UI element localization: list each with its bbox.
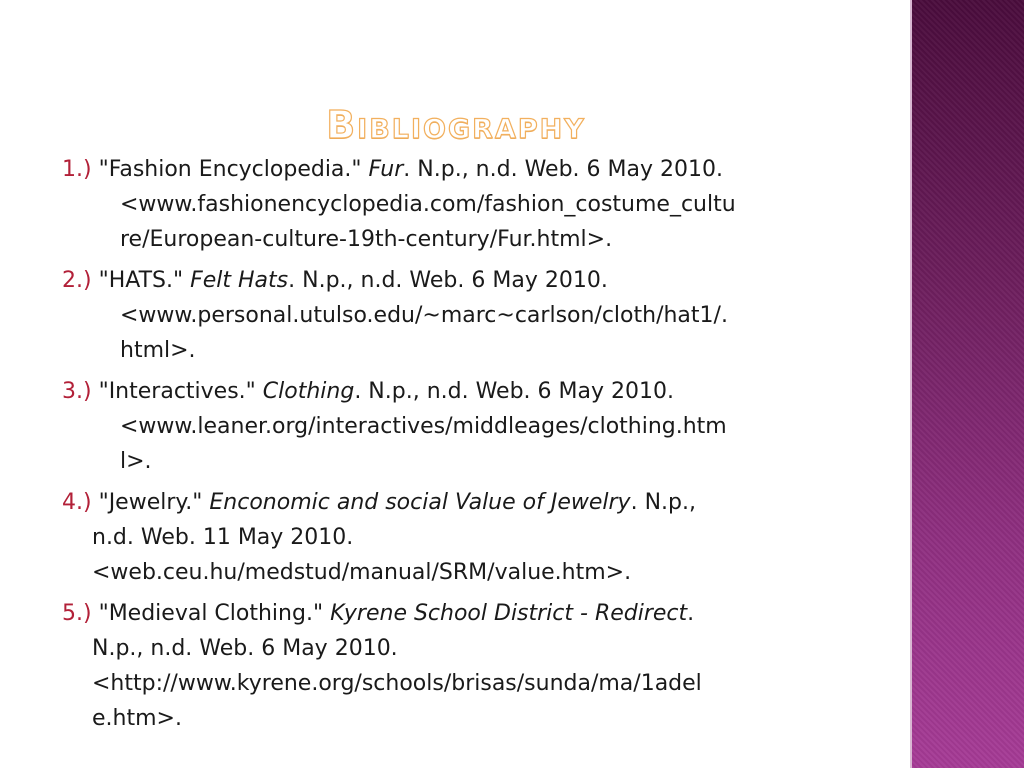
entry-title: "HATS." (98, 268, 191, 293)
entry-title: "Medieval Clothing." (98, 601, 331, 626)
bibliography-list (62, 152, 852, 742)
entry-details: . N.p., n.d. Web. 6 May 2010. (403, 157, 723, 182)
entry-number: 1.) (62, 157, 92, 182)
entry-url-line: re/European-culture-19th-century/Fur.html>. (120, 227, 613, 252)
entry-details: . N.p., n.d. Web. 6 May 2010. (288, 268, 608, 293)
entry-url-line: html>. (120, 338, 196, 363)
entry-details-line: N.p., n.d. Web. 6 May 2010. (92, 636, 398, 661)
decorative-side-band (912, 0, 1024, 768)
entry-title: "Fashion Encyclopedia." (98, 157, 369, 182)
entry-url-line: <www.leaner.org/interactives/middleages/clothing.htm (120, 414, 727, 439)
entry-url-line: <www.fashionencyclopedia.com/fashion_costume_cultu (120, 192, 736, 217)
slide-title: Bibliography (326, 103, 586, 147)
entry-details: . N.p., n.d. Web. 6 May 2010. (354, 379, 674, 404)
bibliography-entry-2 (62, 263, 852, 368)
entry-url-line: e.htm>. (92, 706, 182, 731)
entry-title: "Jewelry." (98, 490, 210, 515)
entry-source: Felt Hats (190, 268, 289, 293)
entry-number: 2.) (62, 268, 92, 293)
entry-details-line: n.d. Web. 11 May 2010. (92, 525, 354, 550)
entry-source: Kyrene School District - Redirect (330, 601, 688, 626)
entry-title: "Interactives." (98, 379, 263, 404)
entry-source: Clothing (262, 379, 355, 404)
entry-number: 4.) (62, 490, 92, 515)
entry-number: 3.) (62, 379, 92, 404)
bibliography-entry-4 (62, 485, 852, 590)
bibliography-entry-5 (62, 596, 852, 736)
entry-number: 5.) (62, 601, 92, 626)
entry-source: Fur (368, 157, 404, 182)
entry-details: . (687, 601, 695, 626)
entry-url-line: <www.personal.utulso.edu/~marc~carlson/cloth/hat1/. (120, 303, 728, 328)
entry-url-line: <web.ceu.hu/medstud/manual/SRM/value.htm>. (92, 560, 632, 585)
bibliography-entry-3 (62, 374, 852, 479)
entry-source: Enconomic and social Value of Jewelry (209, 490, 631, 515)
entry-details: . N.p., (630, 490, 696, 515)
entry-url-line: l>. (120, 449, 152, 474)
bibliography-entry-1 (62, 152, 852, 257)
entry-url-line: <http://www.kyrene.org/schools/brisas/sunda/ma/1adel (92, 671, 702, 696)
